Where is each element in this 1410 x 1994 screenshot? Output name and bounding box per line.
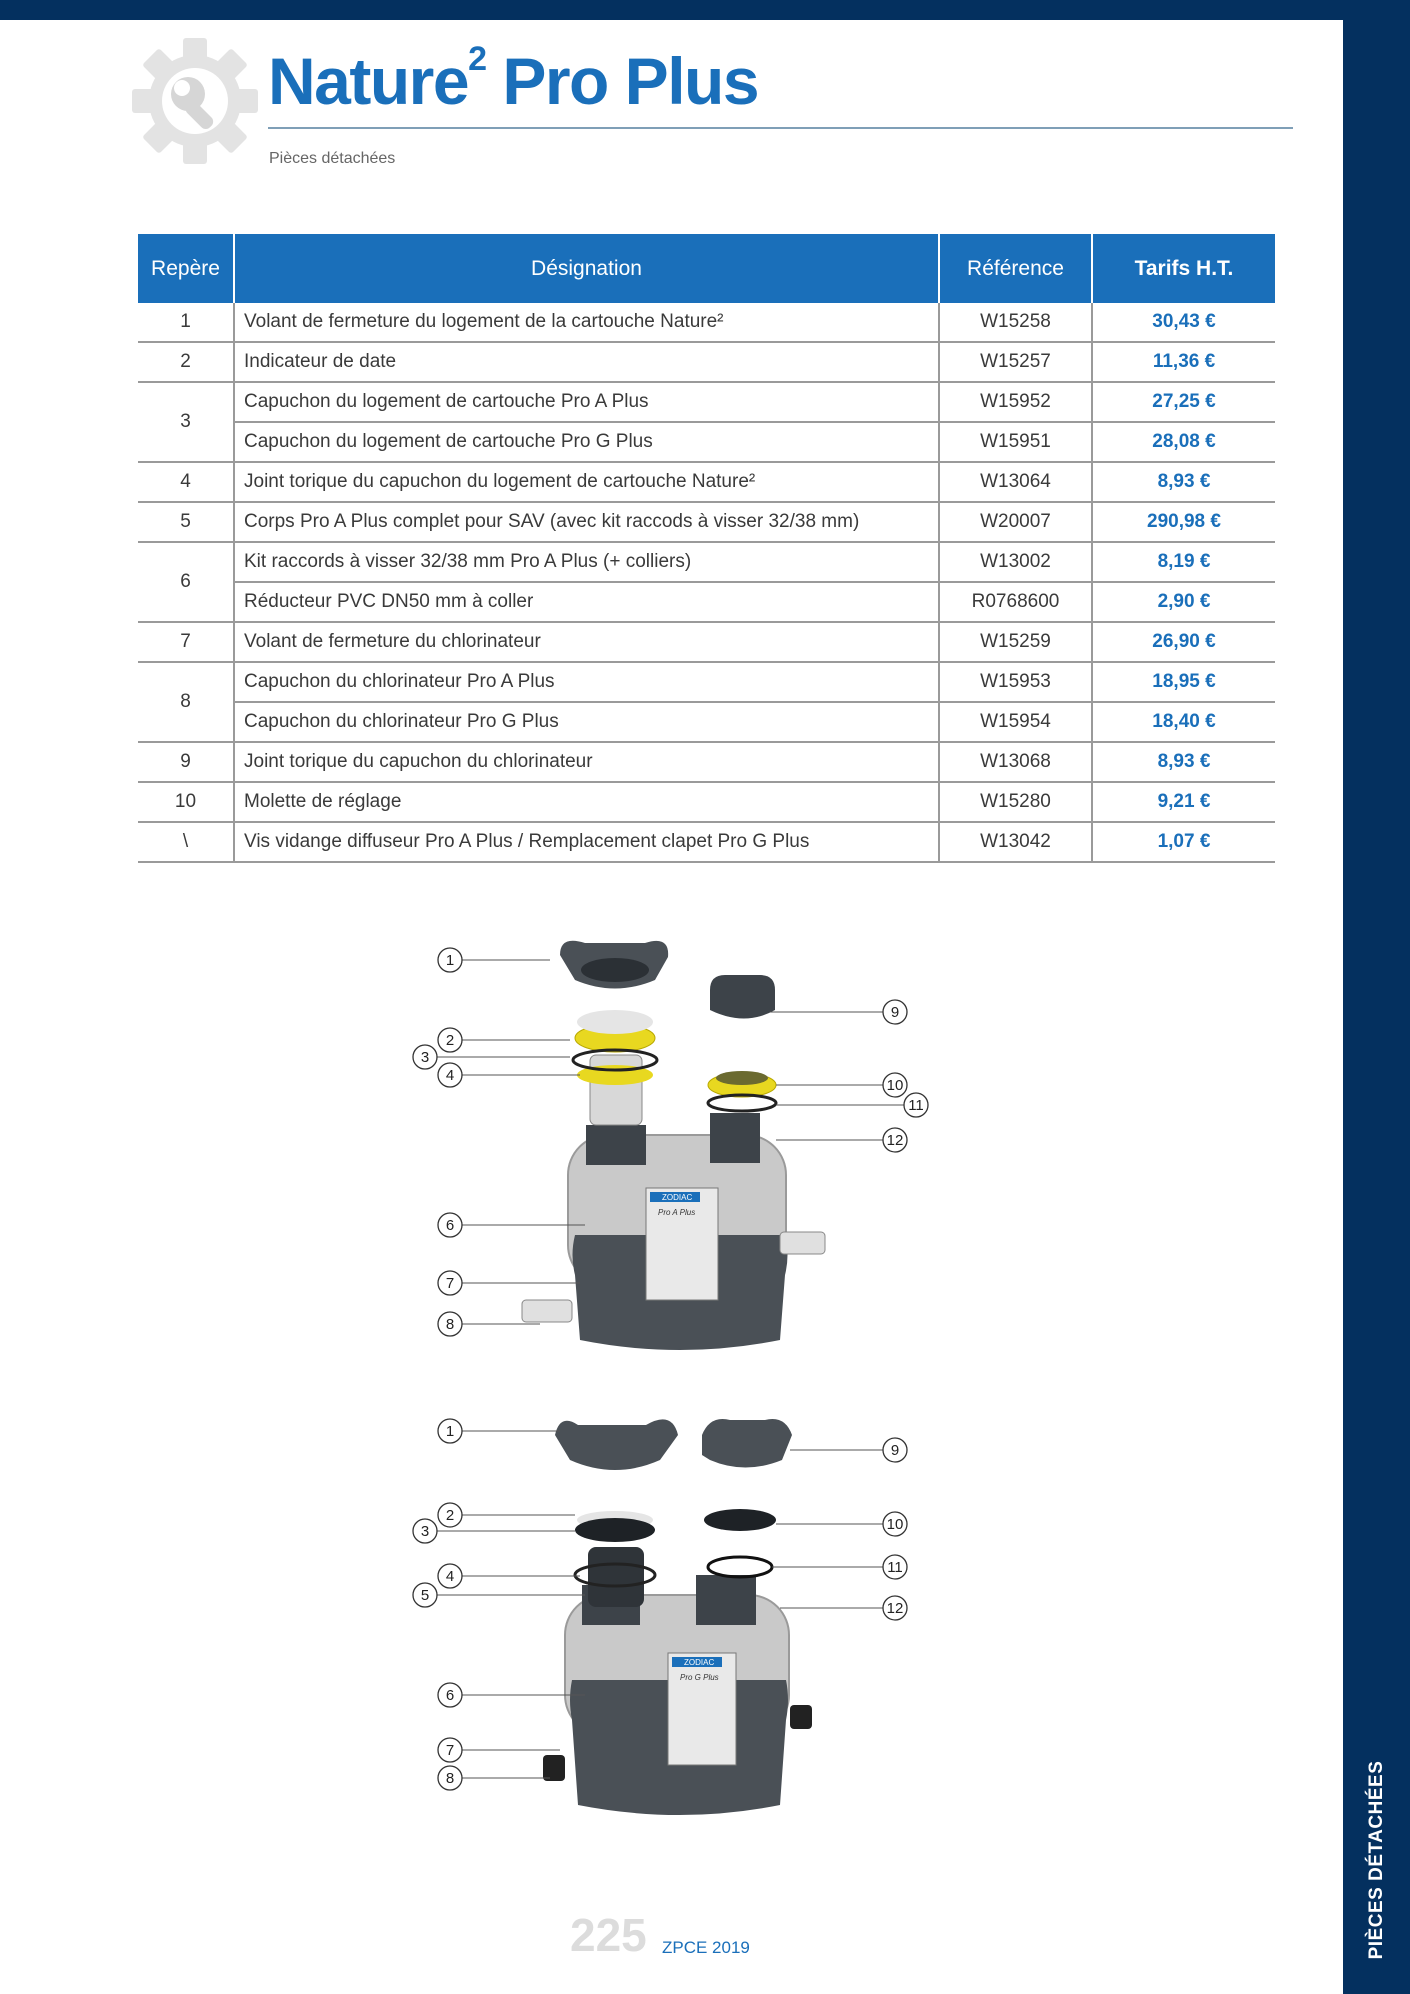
diagram-pro-a-plus	[522, 941, 825, 1350]
label-model-g: Pro G Plus	[680, 1673, 719, 1682]
title-rule	[268, 127, 1293, 129]
cell-designation: Corps Pro A Plus complet pour SAV (avec kit raccods à visser 32/38 mm)	[234, 502, 939, 542]
page-title: Nature$^2$ Pro Plus	[268, 40, 759, 118]
cell-designation: Vis vidange diffuseur Pro A Plus / Remplacement clapet Pro G Plus	[234, 822, 939, 862]
cell-designation: Joint torique du capuchon du chlorinateur	[234, 742, 939, 782]
header-tarifs: Tarifs H.T.	[1092, 234, 1275, 303]
cell-price: 11,36 €	[1092, 342, 1275, 382]
cell-repere: 3	[138, 382, 234, 462]
callout-number: 6	[445, 1687, 455, 1704]
table-row	[138, 462, 1275, 502]
cell-reference: W13068	[939, 742, 1092, 782]
side-tab-label: PIÈCES DÉTACHÉES	[1365, 1760, 1387, 1960]
callout-number: 11	[887, 1559, 903, 1576]
cell-designation: Capuchon du logement de cartouche Pro A Plus	[234, 382, 939, 422]
cell-repere: 8	[138, 662, 234, 742]
cell-price: 290,98 €	[1092, 502, 1275, 542]
cell-designation: Joint torique du capuchon du logement de cartouche Nature²	[234, 462, 939, 502]
cell-price: 9,21 €	[1092, 782, 1275, 822]
cell-designation: Capuchon du logement de cartouche Pro G Plus	[234, 422, 939, 462]
cell-repere: 9	[138, 742, 234, 782]
cell-reference: W15953	[939, 662, 1092, 702]
cell-reference: R0768600	[939, 582, 1092, 622]
cell-designation: Capuchon du chlorinateur Pro A Plus	[234, 662, 939, 702]
label-model-a: Pro A Plus	[658, 1208, 696, 1217]
cell-designation: Réducteur PVC DN50 mm à coller	[234, 582, 939, 622]
cell-designation: Indicateur de date	[234, 342, 939, 382]
cell-reference: W15259	[939, 622, 1092, 662]
cell-reference: W15951	[939, 422, 1092, 462]
callout-number: 11	[908, 1097, 924, 1114]
cell-reference: W15257	[939, 342, 1092, 382]
side-tab	[1343, 1740, 1410, 1980]
callout-number: 2	[445, 1507, 455, 1524]
cell-reference: W13002	[939, 542, 1092, 582]
callout-number: 3	[420, 1049, 430, 1066]
table-row	[138, 542, 1275, 582]
table-row	[138, 502, 1275, 542]
table-row	[138, 582, 1275, 622]
cell-reference: W15954	[939, 702, 1092, 742]
top-bar	[0, 0, 1410, 20]
cell-repere: 6	[138, 542, 234, 622]
callout-number: 9	[890, 1004, 900, 1021]
cell-price: 28,08 €	[1092, 422, 1275, 462]
cell-repere: 5	[138, 502, 234, 542]
table-row	[138, 662, 1275, 702]
table-row	[138, 303, 1275, 342]
cell-price: 8,93 €	[1092, 462, 1275, 502]
catalog-name: ZPCE 2019	[662, 1938, 750, 1957]
cell-reference: W20007	[939, 502, 1092, 542]
callout-number: 1	[445, 1423, 455, 1440]
table-row	[138, 382, 1275, 422]
callout-number: 1	[445, 952, 455, 969]
cell-reference: W13042	[939, 822, 1092, 862]
cell-repere: \	[138, 822, 234, 862]
cell-price: 18,40 €	[1092, 702, 1275, 742]
callout-number: 4	[445, 1568, 455, 1585]
label-brand-g: ZODIAC	[684, 1658, 715, 1667]
cell-price: 8,19 €	[1092, 542, 1275, 582]
callout-number: 10	[886, 1516, 904, 1533]
cell-price: 18,95 €	[1092, 662, 1275, 702]
cell-repere: 4	[138, 462, 234, 502]
table-row	[138, 622, 1275, 662]
cell-repere: 10	[138, 782, 234, 822]
cell-price: 27,25 €	[1092, 382, 1275, 422]
table-header-row	[138, 234, 1275, 303]
page-subtitle: Pièces détachées	[269, 150, 396, 167]
cell-reference: W15280	[939, 782, 1092, 822]
table-row	[138, 702, 1275, 742]
side-bar	[1343, 0, 1410, 1994]
callout-number: 7	[445, 1742, 455, 1759]
cell-designation: Volant de fermeture du chlorinateur	[234, 622, 939, 662]
callout-number: 9	[890, 1442, 900, 1459]
header-designation: Désignation	[234, 234, 939, 303]
cell-repere: 2	[138, 342, 234, 382]
table-row	[138, 782, 1275, 822]
table-row	[138, 742, 1275, 782]
page-number: 225	[570, 1909, 647, 1961]
diagram-pro-g-plus	[543, 1419, 812, 1815]
cell-price: 8,93 €	[1092, 742, 1275, 782]
cell-reference: W13064	[939, 462, 1092, 502]
callout-number: 8	[445, 1770, 455, 1787]
cell-price: 2,90 €	[1092, 582, 1275, 622]
cell-repere: 1	[138, 303, 234, 342]
cell-reference: W15258	[939, 303, 1092, 342]
cell-price: 1,07 €	[1092, 822, 1275, 862]
header-repere: Repère	[138, 234, 234, 303]
callout-number: 12	[886, 1600, 904, 1617]
cell-price: 30,43 €	[1092, 303, 1275, 342]
parts-table	[138, 234, 1275, 863]
cell-designation: Molette de réglage	[234, 782, 939, 822]
exploded-parts-diagram	[410, 935, 950, 1825]
cell-price: 26,90 €	[1092, 622, 1275, 662]
header-reference: Référence	[939, 234, 1092, 303]
table-row	[138, 822, 1275, 862]
label-brand-a: ZODIAC	[662, 1193, 693, 1202]
callout-number: 2	[445, 1032, 455, 1049]
callout-number: 3	[420, 1523, 430, 1540]
callout-number: 10	[886, 1077, 904, 1094]
table-row	[138, 422, 1275, 462]
cell-designation: Volant de fermeture du logement de la cartouche Nature²	[234, 303, 939, 342]
table-row	[138, 342, 1275, 382]
callout-number: 12	[886, 1132, 904, 1149]
cell-designation: Kit raccords à visser 32/38 mm Pro A Plus (+ colliers)	[234, 542, 939, 582]
cell-repere: 7	[138, 622, 234, 662]
callout-number: 4	[445, 1067, 455, 1084]
callout-number: 8	[445, 1316, 455, 1333]
callout-number: 6	[445, 1217, 455, 1234]
callout-number: 7	[445, 1275, 455, 1292]
cell-designation: Capuchon du chlorinateur Pro G Plus	[234, 702, 939, 742]
gear-wrench-icon	[130, 36, 260, 166]
callout-number: 5	[420, 1587, 430, 1604]
cell-reference: W15952	[939, 382, 1092, 422]
